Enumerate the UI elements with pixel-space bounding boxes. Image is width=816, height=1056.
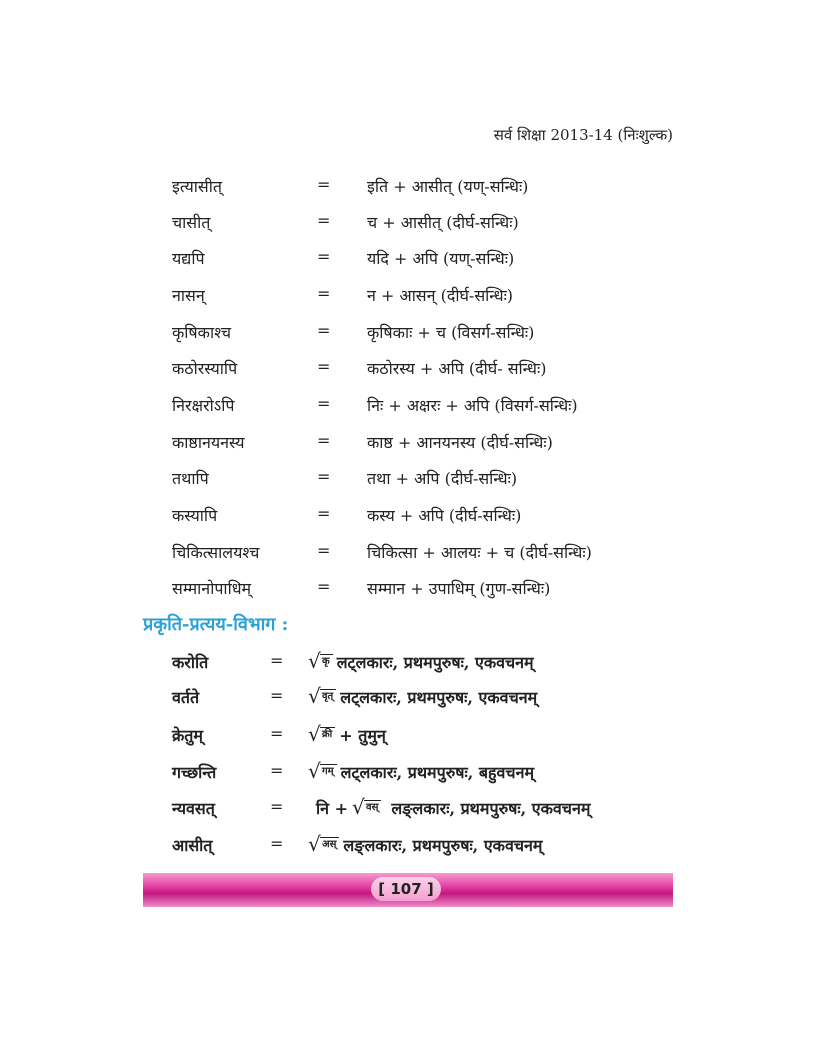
prakriti-analysis <box>308 761 534 783</box>
equals-sign: = <box>270 834 284 853</box>
sandhi-split: कृषिकाः + च (विसर्ग-सन्धिः) <box>367 323 535 342</box>
sandhi-word: चासीत् <box>172 213 211 232</box>
equals-sign: = <box>317 394 331 413</box>
equals-sign: = <box>317 284 331 303</box>
root-radical: √ गम् <box>320 764 337 779</box>
sandhi-word: कस्यापि <box>172 506 218 525</box>
suffix-text: लट्लकारः, प्रथमपुरुषः, बहुवचनम् <box>340 763 535 782</box>
sandhi-split: चिकित्सा + आलयः + च (दीर्घ-सन्धिः) <box>367 543 592 562</box>
suffix-text: लट्लकारः, प्रथमपुरुषः, एकवचनम् <box>340 688 538 707</box>
suffix-text: लट्लकारः, प्रथमपुरुषः, एकवचनम् <box>336 653 534 672</box>
equals-sign: = <box>317 175 331 194</box>
page-number: [ 107 ] <box>371 877 441 901</box>
sandhi-word: सम्मानोपाधिम् <box>172 579 252 598</box>
sandhi-word: चिकित्सालयश्च <box>172 543 260 562</box>
sandhi-split: निः + अक्षरः + अपि (विसर्ग-सन्धिः) <box>367 396 578 415</box>
sandhi-split: कस्य + अपि (दीर्घ-सन्धिः) <box>367 506 522 525</box>
root-radical: √ वस् <box>364 800 381 815</box>
sandhi-split: न + आसन् (दीर्घ-सन्धिः) <box>367 286 514 305</box>
sandhi-word: नासन् <box>172 286 205 305</box>
root-radical: √ क्री <box>320 727 335 742</box>
sandhi-word: कठोरस्यापि <box>172 359 238 378</box>
equals-sign: = <box>317 357 331 376</box>
equals-sign: = <box>270 797 284 816</box>
section-title: प्रकृति-प्रत्यय-विभाग : <box>143 614 289 635</box>
root-radical: √ अस् <box>320 837 339 852</box>
equals-sign: = <box>270 761 284 780</box>
sandhi-split: तथा + अपि (दीर्घ-सन्धिः) <box>367 469 518 488</box>
equals-sign: = <box>317 577 331 596</box>
sandhi-split: इति + आसीत् (यण्-सन्धिः) <box>367 177 529 196</box>
equals-sign: = <box>317 541 331 560</box>
suffix-text: + तुमुन् <box>339 726 386 745</box>
prakriti-analysis <box>316 797 590 819</box>
prakriti-analysis <box>308 724 386 746</box>
prakriti-word: क्रेतुम् <box>172 726 203 745</box>
sandhi-split: काष्ठ + आनयनस्य (दीर्घ-सन्धिः) <box>367 433 553 452</box>
root-radical: √ वृत् <box>320 689 336 704</box>
equals-sign: = <box>317 247 331 266</box>
prakriti-analysis <box>308 686 537 708</box>
sandhi-split: यदि + अपि (यण्-सन्धिः) <box>367 249 515 268</box>
equals-sign: = <box>317 321 331 340</box>
sandhi-split: कठोरस्य + अपि (दीर्घ- सन्धिः) <box>367 359 547 378</box>
prakriti-word: आसीत् <box>172 836 213 855</box>
equals-sign: = <box>317 504 331 523</box>
sandhi-word: तथापि <box>172 469 209 488</box>
equals-sign: = <box>317 467 331 486</box>
equals-sign: = <box>270 724 284 743</box>
prakriti-analysis <box>308 834 542 856</box>
sandhi-word: कृषिकाश्च <box>172 323 232 342</box>
sandhi-split: च + आसीत् (दीर्घ-सन्धिः) <box>367 213 519 232</box>
sandhi-word: काष्ठानयनस्य <box>172 433 245 452</box>
prakriti-word: न्यवसत् <box>172 799 215 818</box>
sandhi-word: इत्यासीत् <box>172 177 223 196</box>
prakriti-word: गच्छन्ति <box>172 763 217 782</box>
prakriti-word: वर्तते <box>172 688 200 707</box>
equals-sign: = <box>270 651 284 670</box>
equals-sign: = <box>270 686 284 705</box>
suffix-text: लङ्लकारः, प्रथमपुरुषः, एकवचनम् <box>343 836 543 855</box>
prefix-text: नि + <box>316 799 349 818</box>
sandhi-split: सम्मान + उपाधिम् (गुण-सन्धिः) <box>367 579 551 598</box>
root-radical: √ कृ <box>320 654 333 669</box>
sandhi-word: निरक्षरोऽपि <box>172 396 235 415</box>
suffix-text: लङ्लकारः, प्रथमपुरुषः, एकवचनम् <box>391 799 591 818</box>
sandhi-word: यद्यपि <box>172 249 205 268</box>
prakriti-analysis <box>308 651 534 673</box>
equals-sign: = <box>317 211 331 230</box>
equals-sign: = <box>317 431 331 450</box>
prakriti-word: करोति <box>172 653 209 672</box>
page-header: सर्व शिक्षा 2013-14 (निःशुल्क) <box>493 126 673 144</box>
